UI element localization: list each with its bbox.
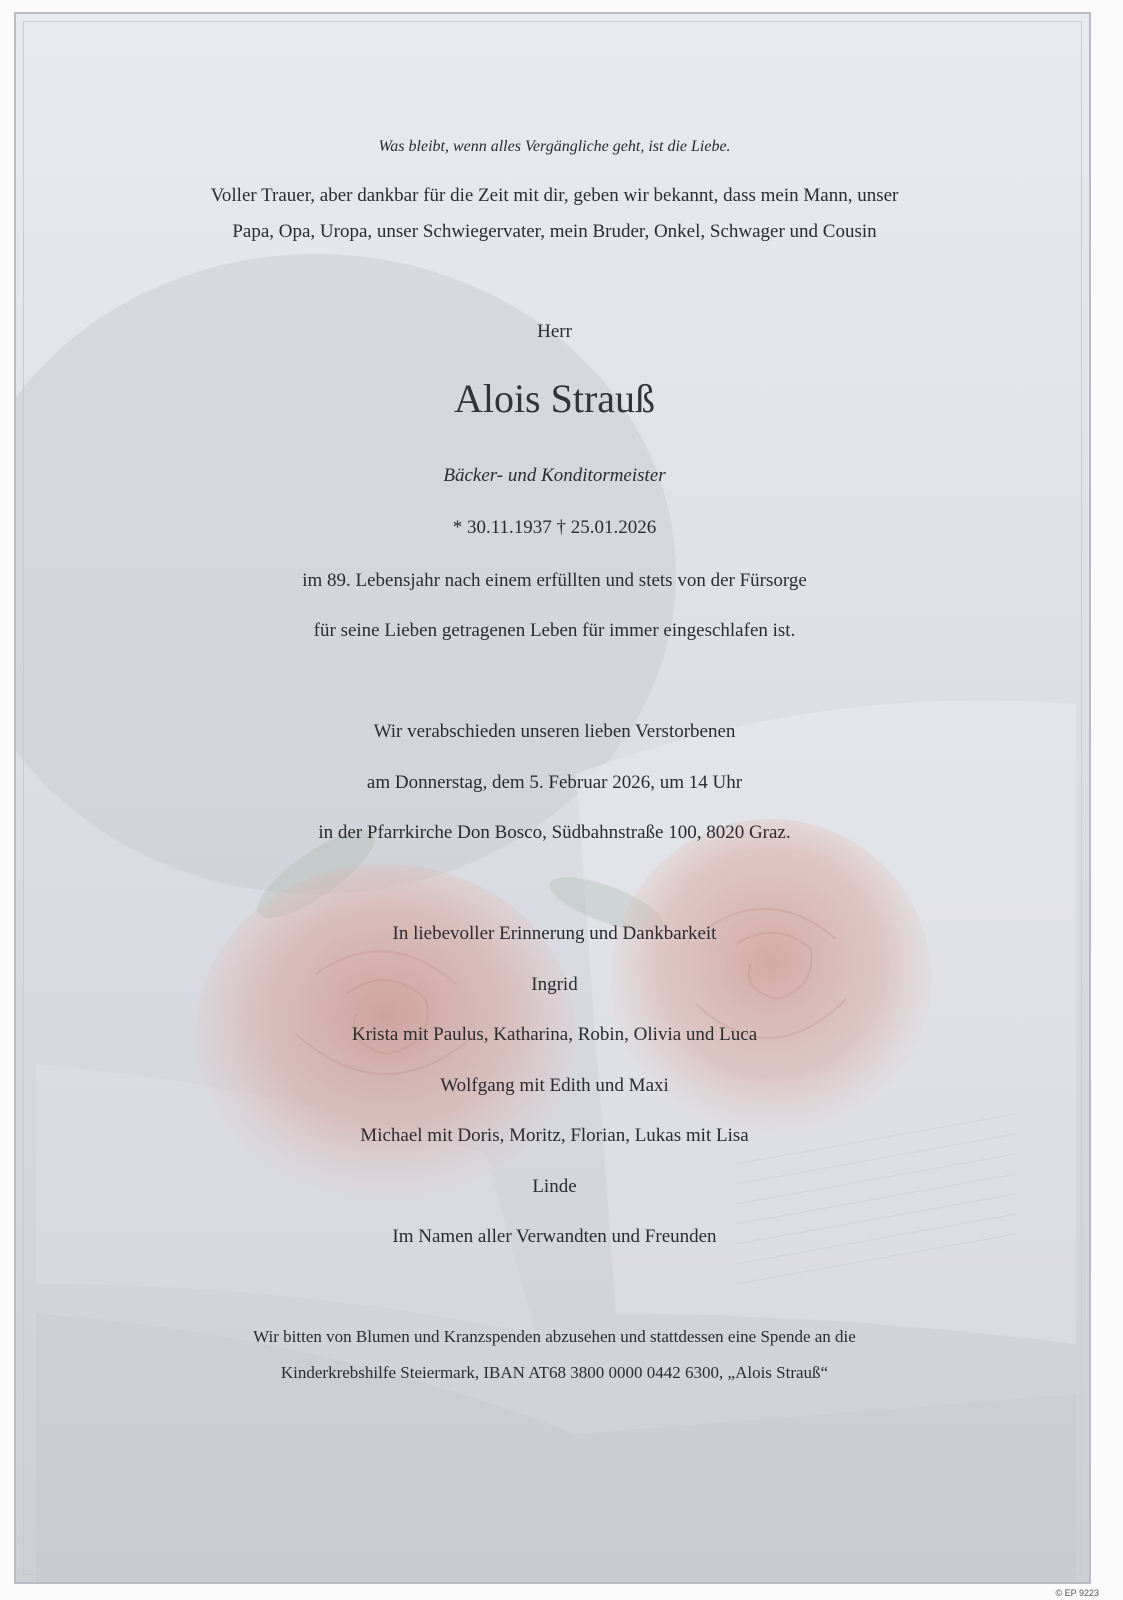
mourner-line: Im Namen aller Verwandten und Freunden [392,1226,717,1247]
farewell-line-1: Wir verabschieden unseren lieben Verstorbenen [373,721,736,742]
donation-line-1: Wir bitten von Blumen und Kranzspenden abzusehen und stattdessen eine Spende an die [253,1327,856,1346]
mourner-line: Wolfgang mit Edith und Maxi [440,1075,669,1096]
mourner-line: Krista mit Paulus, Katharina, Robin, Olivia und Luca [351,1024,758,1045]
age-line-1: im 89. Lebensjahr nach einem erfüllten und stets von der Fürsorge [302,570,807,591]
profession: Bäcker- und Konditormeister [443,465,666,486]
motto: Was bleibt, wenn alles Vergängliche geht, ist die Liebe. [378,138,731,155]
print-code: © EP 9223 [1055,1588,1099,1598]
farewell-line-3: in der Pfarrkirche Don Bosco, Südbahnstraße 100, 8020 Graz. [318,822,791,843]
donation-line-2: Kinderkrebshilfe Steiermark, IBAN AT68 3800 0000 0442 6300, „Alois Strauß“ [280,1363,829,1382]
deceased-name: Alois Strauß [453,376,656,421]
life-dates: * 30.11.1937 † 25.01.2026 [452,517,657,538]
mourner-line: Michael mit Doris, Moritz, Florian, Lukas mit Lisa [360,1125,749,1146]
mourners-intro: In liebevoller Erinnerung und Dankbarkeit [392,923,717,944]
obituary-card [14,12,1091,1584]
notice-text [16,14,1091,1584]
salutation: Herr [537,321,572,342]
mourner-line: Ingrid [531,974,578,995]
age-line-2: für seine Lieben getragenen Leben für immer eingeschlafen ist. [313,620,796,641]
mourner-line: Linde [532,1176,577,1197]
farewell-line-2: am Donnerstag, dem 5. Februar 2026, um 14 Uhr [366,772,743,793]
intro-line-1: Voller Trauer, aber dankbar für die Zeit mit dir, geben wir bekannt, dass mein Mann, unser [210,185,899,206]
intro-line-2: Papa, Opa, Uropa, unser Schwiegervater, mein Bruder, Onkel, Schwager und Cousin [232,221,877,242]
